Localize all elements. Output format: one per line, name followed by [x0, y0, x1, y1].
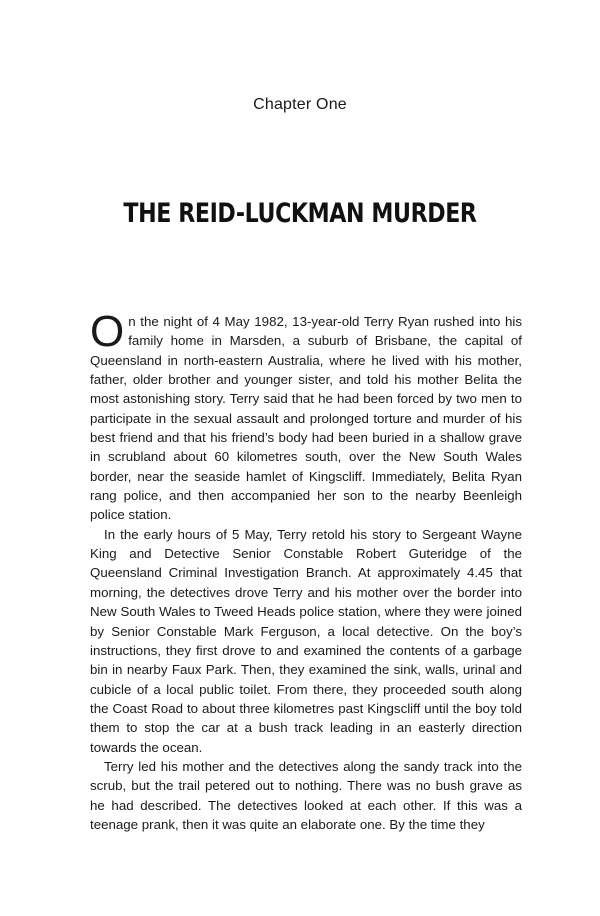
paragraph-1-text: n the night of 4 May 1982, 13-year-old Terry Ryan rushed into his family home in Marsden, a suburb of Brisbane, the capital of Queensland in north-eastern Australia, where he lived with his mother, father, older brother and younger sister, and told his mother Belita the most astonishing story. Terry said that he had been forced by two men to participate in the sexual assault and prolonged torture and murder of his best friend and that his friend’s body had been buried in a shallow grave in scrubland about 60 kilometres south, over the New South Wales border, near the seaside hamlet of Kingscliff. Immediately, Belita Ryan rang police, and then accompanied her son to the nearby Beenleigh police station.: [90, 314, 522, 523]
chapter-body: [90, 307, 522, 834]
drop-cap: O: [90, 307, 125, 356]
chapter-label: Chapter One: [253, 96, 347, 113]
chapter-title: THE REID-LUCKMAN MURDER: [123, 198, 477, 229]
paragraph-1: [90, 307, 522, 525]
paragraph-3: Terry led his mother and the detectives along the sandy track into the scrub, but the trail petered out to nothing. There was no bush grave as he had described. The detectives looked at each other. If this was a teenage prank, then it was quite an elaborate one. By the time they: [90, 758, 522, 832]
paragraph-2: In the early hours of 5 May, Terry retold his story to Sergeant Wayne King and Detective Senior Constable Robert Guteridge of the Queensland Criminal Investigation Branch. At approximately 4.45 that morning, the detectives drove Terry and his mother over the border into New South Wales to Tweed Heads police station, where they were joined by Senior Constable Mark Ferguson, a local detective. On the boy’s instructions, they first drove to and examined the contents of a garbage bin in nearby Faux Park. Then, they examined the sink, walls, urinal and cubicle of a local public toilet. From there, they proceeded south along the Coast Road to about three kilometres past Kingscliff until the boy told them to stop the car at a bush track leading in an easterly direction towards the ocean.: [90, 526, 522, 755]
